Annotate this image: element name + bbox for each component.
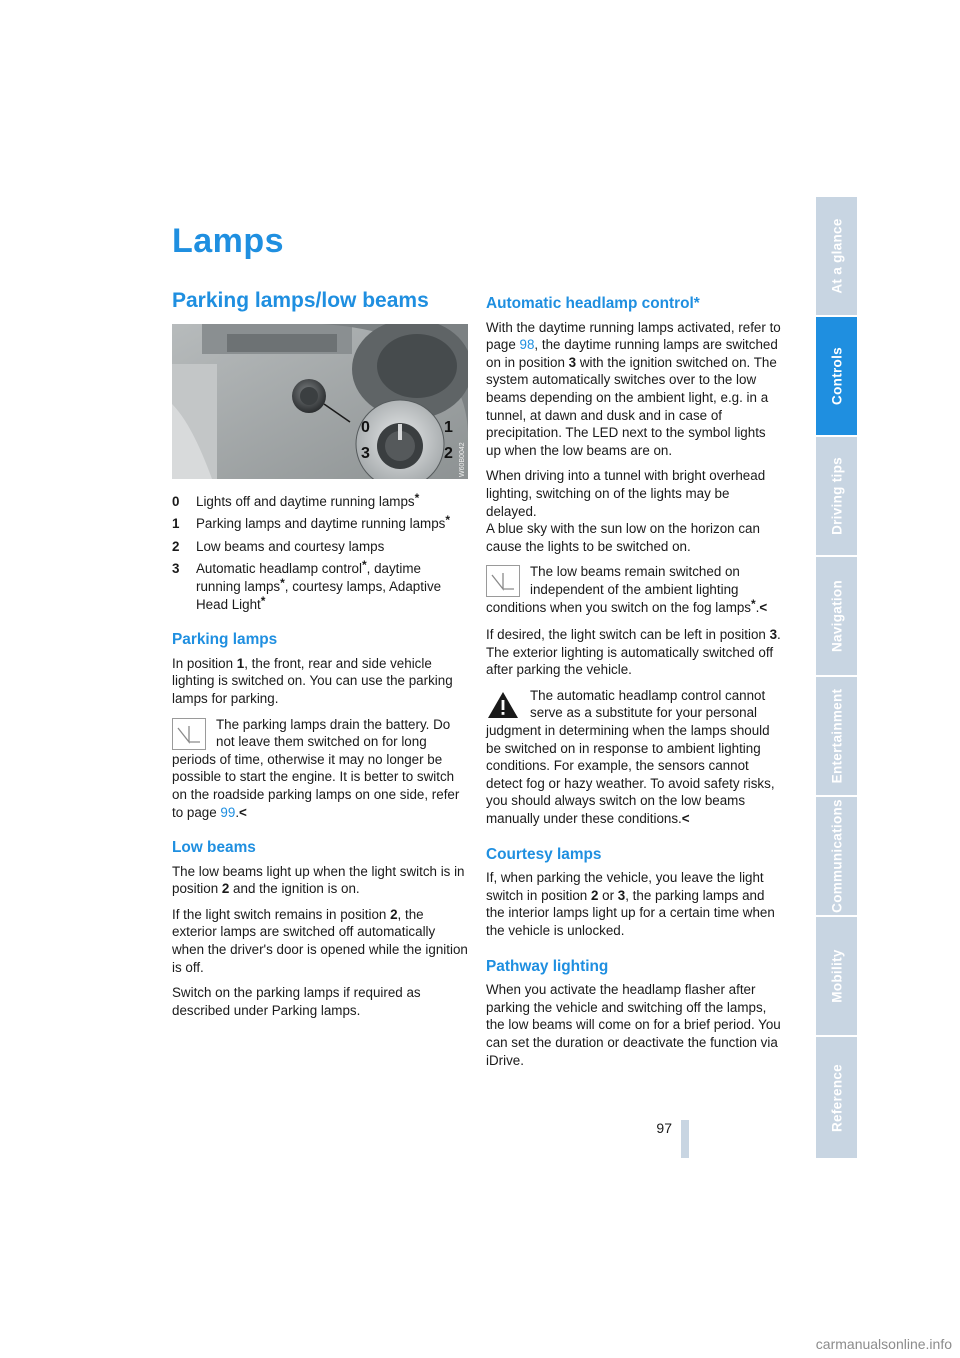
option-star: * bbox=[751, 596, 756, 611]
side-tab-entertainment[interactable]: Entertainment bbox=[816, 677, 857, 797]
heading-pathway-lighting: Pathway lighting bbox=[486, 957, 609, 975]
warning-icon bbox=[486, 689, 520, 721]
page-number: 97 bbox=[656, 1120, 672, 1136]
side-tab-mobility[interactable]: Mobility bbox=[816, 917, 857, 1037]
note-icon bbox=[486, 565, 520, 597]
option-star: * bbox=[414, 490, 420, 505]
figure-label-0: 0 bbox=[361, 418, 370, 436]
legend-num: 2 bbox=[172, 538, 180, 554]
figure-label-2: 2 bbox=[444, 444, 453, 462]
paragraph: If desired, the light switch can be left in position 3. The exterior lighting is automatically switched off after parking the vehicle. bbox=[486, 627, 781, 678]
legend-text: , daytime running lamps bbox=[196, 561, 421, 594]
paragraph: When driving into a tunnel with bright overhead lighting, switching on of the lights may be delayed. bbox=[486, 468, 766, 519]
note-icon bbox=[172, 718, 206, 750]
note-box: The parking lamps drain the battery. Do not leave them switched on for long periods of time, otherwise it may no longer be possible to start the engine. It is better to switch on the roadside parking lamps on one side, refer to page 99.< bbox=[172, 716, 460, 820]
legend-item bbox=[172, 515, 468, 533]
legend-num: 1 bbox=[172, 516, 180, 532]
legend-text: Low beams and courtesy lamps bbox=[196, 538, 385, 554]
right-column bbox=[486, 295, 782, 1077]
side-tab-driving-tips[interactable]: Driving tips bbox=[816, 437, 857, 557]
light-switch-photo bbox=[172, 324, 468, 479]
figure-label-3: 3 bbox=[361, 444, 370, 462]
paragraph: In position 1, the front, rear and side vehicle lighting is switched on. You can use the parking lamps for parking. bbox=[172, 655, 453, 706]
legend-item bbox=[172, 538, 468, 556]
page-number-bar bbox=[681, 1120, 689, 1158]
legend-text: Parking lamps and daytime running lamps bbox=[196, 516, 446, 532]
side-tab-controls[interactable]: Controls bbox=[816, 317, 857, 437]
side-tab-communications[interactable]: Communications bbox=[816, 797, 857, 917]
paragraph: Switch on the parking lamps if required as described under Parking lamps. bbox=[172, 985, 421, 1018]
page-link-98[interactable]: 98 bbox=[519, 337, 535, 353]
paragraph: With the daytime running lamps activated, refer to page 98, the daytime running lamps are switched on in position 3 with the ignition switched on. The system automatically switches over to the low beams depending on the ambient light, e.g. in a tunnel, at dawn and dusk and in case of precipitation. The LED next to the symbol lights up when the low beams are on. bbox=[486, 319, 781, 458]
section-title: Parking lamps/low beams bbox=[172, 289, 429, 312]
legend-text: Automatic headlamp control bbox=[196, 561, 362, 577]
heading-low-beams: Low beams bbox=[172, 839, 256, 857]
paragraph: A blue sky with the sun low on the horizon can cause the lights to be switched on. bbox=[486, 521, 760, 554]
paragraph: When you activate the headlamp flasher after parking the vehicle and switching off the lamps, the low beams will come on for a brief period. You can set the duration or deactivate the function via iDrive. bbox=[486, 982, 781, 1068]
watermark: carmanualsonline.info bbox=[815, 1336, 952, 1352]
legend-num: 0 bbox=[172, 493, 180, 509]
end-of-note-mark: < bbox=[239, 804, 247, 820]
option-star: * bbox=[260, 593, 266, 608]
legend-num: 3 bbox=[172, 561, 180, 577]
note-box: The low beams remain switched on independent of the ambient lighting conditions when you switch on the fog lamps*.< bbox=[486, 564, 768, 615]
warning-box: The automatic headlamp control cannot serve as a substitute for your personal judgment in determining when the lamps should be switched on in response to ambient lighting conditions. For example, the sensors cannot detect fog or hazy weather. To avoid safety risks, you should always switch on the low beams manually under these conditions.< bbox=[486, 687, 775, 827]
legend-item bbox=[172, 490, 468, 511]
page-link-99[interactable]: 99 bbox=[220, 804, 236, 820]
side-tab-reference[interactable]: Reference bbox=[816, 1037, 857, 1160]
end-of-note-mark: < bbox=[759, 599, 768, 615]
end-of-note-mark: < bbox=[681, 811, 690, 827]
option-star: * bbox=[280, 575, 285, 590]
paragraph: The low beams light up when the light switch is in position 2 and the ignition is on. bbox=[172, 863, 465, 897]
side-tab-at-a-glance[interactable]: At a glance bbox=[816, 197, 857, 317]
option-star: * bbox=[361, 558, 367, 573]
figure-label-1: 1 bbox=[444, 418, 453, 436]
left-column bbox=[172, 289, 468, 1027]
legend-text: , courtesy lamps, Adaptive Head Light bbox=[196, 578, 442, 612]
side-tab-navigation[interactable]: Navigation bbox=[816, 557, 857, 677]
heading-parking-lamps: Parking lamps bbox=[172, 631, 278, 649]
option-star: * bbox=[445, 513, 451, 528]
legend-text: Lights off and daytime running lamps bbox=[196, 493, 415, 509]
paragraph: If the light switch remains in position 2, the exterior lamps are switched off automatically when the driver's door is opened while the ignition is off. bbox=[172, 906, 468, 975]
heading-courtesy-lamps: Courtesy lamps bbox=[486, 845, 602, 863]
figure-image-code: W60B0042 bbox=[459, 441, 466, 477]
switch-positions-legend bbox=[172, 490, 468, 614]
heading-auto-headlamp: Automatic headlamp control* bbox=[486, 295, 700, 312]
paragraph: If, when parking the vehicle, you leave the light switch in position 2 or 3, the parking lamps and the interior lamps light up for a certain time when the vehicle is unlocked. bbox=[486, 870, 775, 938]
light-switch-figure bbox=[172, 324, 468, 479]
legend-item bbox=[172, 560, 468, 613]
page-title: Lamps bbox=[172, 222, 285, 260]
